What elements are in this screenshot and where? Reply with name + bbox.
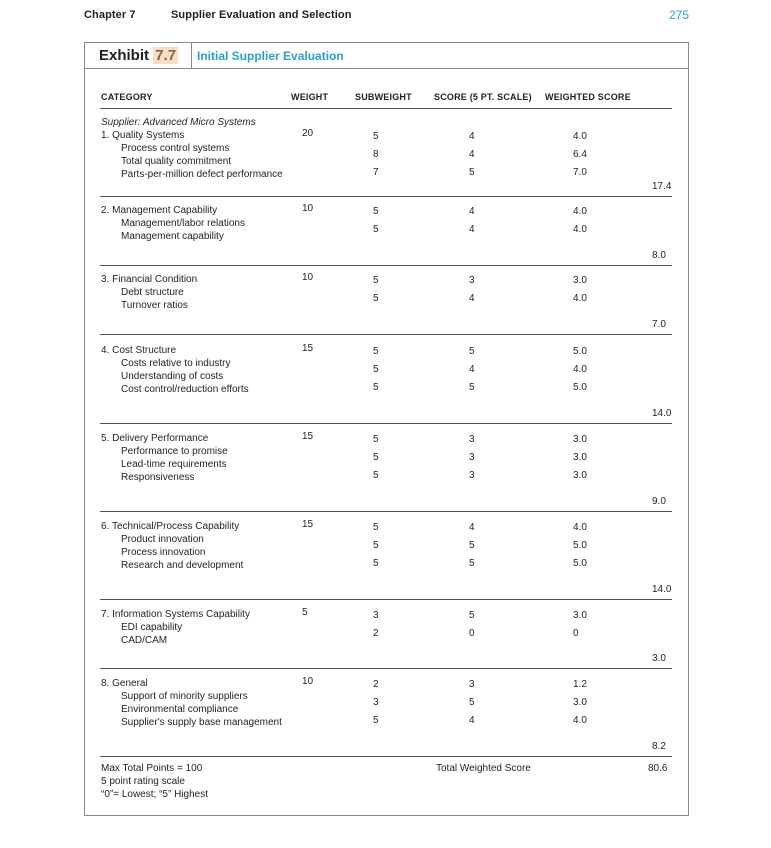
exhibit-title: Initial Supplier Evaluation (197, 49, 344, 63)
subcategory-item: Process control systems (121, 143, 230, 154)
score-value: 4 (469, 149, 475, 160)
category-name: 2. Management Capability (101, 205, 218, 216)
score-value: 4 (469, 715, 475, 726)
score-value: 5 (469, 558, 475, 569)
score-value: 5 (469, 382, 475, 393)
weighted-score-value: 4.0 (573, 224, 587, 235)
category-weight: 5 (302, 607, 308, 618)
subweight-value: 8 (373, 149, 379, 160)
subcategory-item: Costs relative to industry (121, 358, 231, 369)
category-total: 7.0 (652, 319, 666, 330)
subcategory-item: Support of minority suppliers (121, 691, 248, 702)
subcategory-item: Product innovation (121, 534, 204, 545)
score-value: 3 (469, 434, 475, 445)
category-divider (100, 511, 672, 512)
col-weighted-score: WEIGHTED SCORE (545, 92, 631, 102)
total-weighted-score-value: 80.6 (648, 763, 668, 774)
exhibit-number: 7.7 (155, 47, 177, 64)
subweight-value: 7 (373, 167, 379, 178)
weighted-score-value: 5.0 (573, 382, 587, 393)
category-divider (100, 599, 672, 600)
category-weight: 15 (302, 431, 314, 442)
subweight-value: 5 (373, 452, 379, 463)
col-category: CATEGORY (101, 92, 153, 102)
score-value: 3 (469, 275, 475, 286)
subweight-value: 5 (373, 434, 379, 445)
score-value: 5 (469, 167, 475, 178)
weighted-score-value: 5.0 (573, 540, 587, 551)
category-name: 6. Technical/Process Capability (101, 521, 240, 532)
score-value: 4 (469, 293, 475, 304)
weighted-score-value: 5.0 (573, 558, 587, 569)
category-weight: 10 (302, 676, 314, 687)
category-divider (100, 423, 672, 424)
subweight-value: 5 (373, 131, 379, 142)
category-divider (100, 265, 672, 266)
subcategory-item: Cost control/reduction efforts (121, 384, 249, 395)
score-value: 0 (469, 628, 475, 639)
score-value: 5 (469, 610, 475, 621)
score-value: 5 (469, 540, 475, 551)
subcategory-item: Responsiveness (121, 472, 195, 483)
category-total: 8.0 (652, 250, 666, 261)
subcategory-item: Environmental compliance (121, 704, 239, 715)
subweight-value: 5 (373, 206, 379, 217)
subweight-value: 5 (373, 275, 379, 286)
category-weight: 15 (302, 519, 314, 530)
category-total: 14.0 (652, 408, 672, 419)
weighted-score-value: 4.0 (573, 364, 587, 375)
subcategory-item: Turnover ratios (121, 300, 188, 311)
supplier-name: Supplier: Advanced Micro Systems (101, 117, 256, 128)
section-title: Supplier Evaluation and Selection (171, 9, 352, 21)
subcategory-item: Performance to promise (121, 446, 228, 457)
subcategory-item: Understanding of costs (121, 371, 224, 382)
rating-scale-range: “0”= Lowest; “5” Highest (101, 789, 208, 800)
category-divider (100, 756, 672, 757)
max-total-points: Max Total Points = 100 (101, 763, 203, 774)
subweight-value: 5 (373, 715, 379, 726)
category-total: 17.4 (652, 181, 672, 192)
score-value: 3 (469, 679, 475, 690)
weighted-score-value: 7.0 (573, 167, 587, 178)
weighted-score-value: 4.0 (573, 522, 587, 533)
weighted-score-value: 4.0 (573, 206, 587, 217)
score-value: 5 (469, 346, 475, 357)
weighted-score-value: 0 (573, 628, 579, 639)
score-value: 3 (469, 470, 475, 481)
weighted-score-value: 1.2 (573, 679, 587, 690)
category-total: 3.0 (652, 653, 666, 664)
category-weight: 10 (302, 272, 314, 283)
score-value: 5 (469, 697, 475, 708)
subcategory-item: EDI capability (121, 622, 183, 633)
exhibit-header (85, 43, 688, 69)
weighted-score-value: 3.0 (573, 452, 587, 463)
weighted-score-value: 3.0 (573, 275, 587, 286)
col-weight: WEIGHT (291, 92, 329, 102)
header-rule (100, 108, 672, 109)
subcategory-item: Total quality commitment (121, 156, 232, 167)
subweight-value: 5 (373, 522, 379, 533)
weighted-score-value: 4.0 (573, 715, 587, 726)
subweight-value: 5 (373, 540, 379, 551)
category-weight: 15 (302, 343, 314, 354)
weighted-score-value: 3.0 (573, 610, 587, 621)
score-value: 4 (469, 364, 475, 375)
subcategory-item: Debt structure (121, 287, 184, 298)
subweight-value: 5 (373, 364, 379, 375)
subweight-value: 5 (373, 346, 379, 357)
chapter-label: Chapter 7 (84, 9, 136, 21)
subweight-value: 5 (373, 382, 379, 393)
category-divider (100, 334, 672, 335)
col-subweight: SUBWEIGHT (355, 92, 412, 102)
subcategory-item: Parts-per-million defect performance (121, 169, 283, 180)
subcategory-item: Management capability (121, 231, 224, 242)
subcategory-item: Lead-time requirements (121, 459, 227, 470)
weighted-score-value: 4.0 (573, 293, 587, 304)
score-value: 4 (469, 522, 475, 533)
subweight-value: 2 (373, 628, 379, 639)
category-name: 1. Quality Systems (101, 130, 185, 141)
subcategory-item: Process innovation (121, 547, 206, 558)
weighted-score-value: 3.0 (573, 434, 587, 445)
weighted-score-value: 6.4 (573, 149, 587, 160)
subweight-value: 5 (373, 470, 379, 481)
subweight-value: 5 (373, 224, 379, 235)
weighted-score-value: 5.0 (573, 346, 587, 357)
category-divider (100, 196, 672, 197)
page-number: 275 (669, 8, 690, 22)
score-value: 4 (469, 224, 475, 235)
subweight-value: 3 (373, 610, 379, 621)
subcategory-item: Management/labor relations (121, 218, 245, 229)
col-score: SCORE (5 PT. SCALE) (434, 92, 532, 102)
subweight-value: 5 (373, 558, 379, 569)
category-weight: 20 (302, 128, 314, 139)
score-value: 4 (469, 206, 475, 217)
weighted-score-value: 4.0 (573, 131, 587, 142)
subcategory-item: Supplier's supply base management (121, 717, 282, 728)
category-weight: 10 (302, 203, 314, 214)
subweight-value: 5 (373, 293, 379, 304)
category-name: 5. Delivery Performance (101, 433, 209, 444)
category-name: 4. Cost Structure (101, 345, 177, 356)
category-total: 9.0 (652, 496, 666, 507)
category-total: 8.2 (652, 741, 666, 752)
exhibit-word: Exhibit (99, 47, 150, 64)
subcategory-item: Research and development (121, 560, 244, 571)
category-name: 7. Information Systems Capability (101, 609, 250, 620)
category-name: 8. General (101, 678, 148, 689)
total-weighted-score-label: Total Weighted Score (436, 763, 531, 774)
exhibit-label (85, 43, 192, 69)
subweight-value: 2 (373, 679, 379, 690)
category-name: 3. Financial Condition (101, 274, 198, 285)
category-total: 14.0 (652, 584, 672, 595)
weighted-score-value: 3.0 (573, 470, 587, 481)
subcategory-item: CAD/CAM (121, 635, 168, 646)
category-divider (100, 668, 672, 669)
rating-scale-note: 5 point rating scale (101, 776, 185, 787)
score-value: 4 (469, 131, 475, 142)
subweight-value: 3 (373, 697, 379, 708)
score-value: 3 (469, 452, 475, 463)
weighted-score-value: 3.0 (573, 697, 587, 708)
